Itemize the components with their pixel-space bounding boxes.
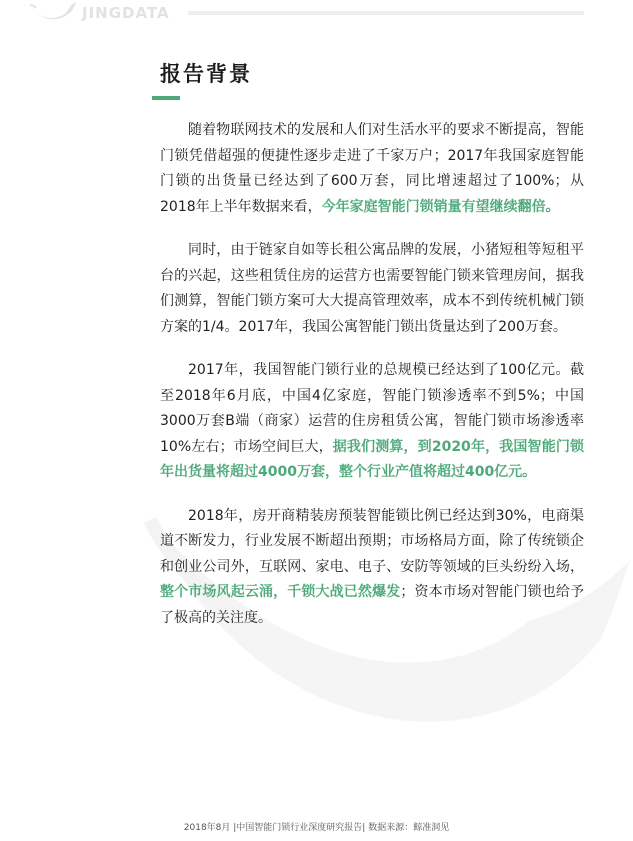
paragraph-text: 随着物联网技术的发展和人们对生活水平的要求不断提高，智能门锁凭借超强的便捷性逐步走进了千家万户；2017年我国家庭智能门锁的出货量已经达到了600万套，同比增速超过了100%；从2018年上半年数据来看， — [160, 122, 584, 215]
paragraph-1 — [160, 118, 584, 220]
title-accent-bar — [152, 96, 180, 100]
whale-logo-icon — [28, 0, 78, 24]
brand-logo-text: JINGDATA — [82, 4, 170, 22]
paragraph-3 — [160, 358, 584, 486]
paragraph-text: 2018年，房开商精装房预装智能锁比例已经达到30%，电商渠道不断发力，行业发展不断超出预期；市场格局方面，除了传统锁企和创业公司外，互联网、家电、电子、安防等领域的巨头纷纷入场， — [160, 507, 584, 575]
header-divider — [188, 11, 584, 15]
report-body — [160, 118, 584, 649]
page-header — [0, 0, 633, 30]
page-title: 报告背景 — [160, 62, 252, 86]
paragraph-highlight: 据我们测算，到2020年，我国智能门锁年出货量将超过4000万套，整个行业产值将超过400亿元。 — [160, 438, 584, 480]
paragraph-highlight: 今年家庭智能门锁销量有望继续翻倍。 — [321, 198, 560, 215]
page-footer: 2018年8月 |中国智能门锁行业深度研究报告| 数据来源：鲸准洞见 — [183, 823, 450, 833]
paragraph-4 — [160, 504, 584, 632]
paragraph-highlight: 整个市场风起云涌，千锁大战已然爆发 — [160, 584, 401, 600]
paragraph-tail: ；资本市场对智能门锁也给予了极高的关注度。 — [160, 584, 584, 626]
paragraph-text: 2017年，我国智能门锁行业的总规模已经达到了100亿元。截至2018年6月底，中国4亿家庭，智能门锁渗透率不到5%；中国3000万套B端（商家）运营的住房租赁公寓，智能门锁市场渗透率10%左右；市场空间巨大， — [160, 362, 584, 455]
paragraph-2 — [160, 238, 584, 340]
paragraph-text: 同时，由于链家自如等长租公寓品牌的发展，小猪短租等短租平台的兴起，这些租赁住房的运营方也需要智能门锁来管理房间，据我们测算，智能门锁方案可大大提高管理效率，成本不到传统机械门锁方案的1/4。2017年，我国公寓智能门锁出货量达到了200万套。 — [160, 242, 584, 335]
